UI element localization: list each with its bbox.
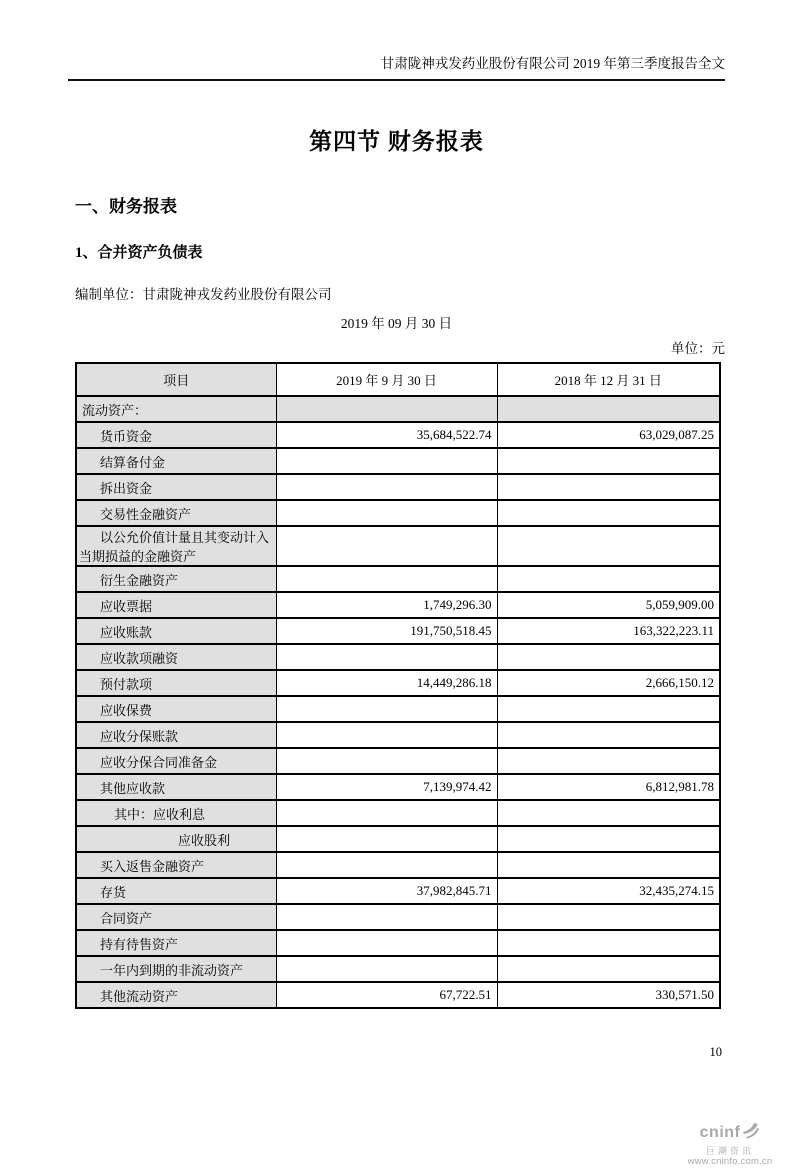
page-number: 10 <box>709 1045 722 1059</box>
table-row <box>76 748 720 774</box>
row-label: 以公允价值计量且其变动计入当期损益的金融资产 <box>76 526 276 566</box>
row-label: 其中：应收利息 <box>76 800 276 826</box>
value-prior-period <box>497 800 720 826</box>
value-current-period <box>276 696 497 722</box>
row-label: 拆出资金 <box>76 474 276 500</box>
value-prior-period: 32,435,274.15 <box>497 878 720 904</box>
row-label: 其他应收款 <box>76 774 276 800</box>
row-label: 持有待售资产 <box>76 930 276 956</box>
value-current-period <box>276 566 497 592</box>
table-row <box>76 500 720 526</box>
row-label: 买入返售金融资产 <box>76 852 276 878</box>
row-label: 交易性金融资产 <box>76 500 276 526</box>
row-label: 其他流动资产 <box>76 982 276 1008</box>
row-label: 合同资产 <box>76 904 276 930</box>
row-label: 货币资金 <box>76 422 276 448</box>
value-current-period: 67,722.51 <box>276 982 497 1008</box>
table-row <box>76 670 720 696</box>
row-label: 应收款项融资 <box>76 644 276 670</box>
value-current-period <box>276 930 497 956</box>
value-prior-period: 163,322,223.11 <box>497 618 720 644</box>
column-header-period-prior: 2018 年 12 月 31 日 <box>497 363 720 396</box>
value-prior-period <box>497 644 720 670</box>
value-current-period <box>276 474 497 500</box>
table-row <box>76 696 720 722</box>
row-label: 应收分保合同准备金 <box>76 748 276 774</box>
table-row <box>76 852 720 878</box>
value-current-period <box>276 526 497 566</box>
page-title: 第四节 财务报表 <box>309 129 484 154</box>
value-current-period: 191,750,518.45 <box>276 618 497 644</box>
column-header-period-current: 2019 年 9 月 30 日 <box>276 363 497 396</box>
table-row <box>76 982 720 1008</box>
value-current-period: 37,982,845.71 <box>276 878 497 904</box>
value-prior-period <box>497 852 720 878</box>
row-label: 应收票据 <box>76 592 276 618</box>
value-current-period: 7,139,974.42 <box>276 774 497 800</box>
value-current-period: 1,749,296.30 <box>276 592 497 618</box>
table-header-row <box>76 363 720 396</box>
value-prior-period <box>497 566 720 592</box>
value-current-period <box>276 826 497 852</box>
column-header-item: 项目 <box>76 363 276 396</box>
section-heading: 一、财务报表 <box>75 197 177 216</box>
value-prior-period <box>497 696 720 722</box>
table-row <box>76 422 720 448</box>
value-current-period <box>276 852 497 878</box>
value-prior-period <box>497 748 720 774</box>
table-row <box>76 930 720 956</box>
table-row <box>76 774 720 800</box>
balance-sheet-body <box>76 396 720 1008</box>
table-row <box>76 722 720 748</box>
row-label: 预付款项 <box>76 670 276 696</box>
balance-sheet-table <box>75 362 721 1009</box>
table-row <box>76 644 720 670</box>
value-prior-period <box>497 526 720 566</box>
value-current-period <box>276 500 497 526</box>
value-prior-period: 5,059,909.00 <box>497 592 720 618</box>
table-row <box>76 526 720 566</box>
document-header-text: 甘肃陇神戎发药业股份有限公司 2019 年第三季度报告全文 <box>380 56 725 71</box>
value-prior-period <box>497 448 720 474</box>
cninfo-watermark <box>671 1122 789 1168</box>
value-prior-period: 2,666,150.12 <box>497 670 720 696</box>
table-row <box>76 474 720 500</box>
value-prior-period: 63,029,087.25 <box>497 422 720 448</box>
table-row <box>76 396 720 422</box>
row-label: 流动资产： <box>76 396 276 422</box>
unit-label: 单位：元 <box>671 341 725 356</box>
cninfo-url: www.cninfo.com.cn <box>687 1156 773 1168</box>
value-current-period <box>276 956 497 982</box>
value-current-period <box>276 904 497 930</box>
value-prior-period <box>497 904 720 930</box>
value-current-period <box>276 644 497 670</box>
document-header <box>68 52 725 81</box>
row-label: 衍生金融资产 <box>76 566 276 592</box>
value-prior-period: 330,571.50 <box>497 982 720 1008</box>
cninfo-logo-swirl-icon <box>742 1122 760 1144</box>
value-prior-period <box>497 826 720 852</box>
table-row <box>76 566 720 592</box>
value-prior-period <box>497 930 720 956</box>
value-current-period: 35,684,522.74 <box>276 422 497 448</box>
table-row <box>76 878 720 904</box>
value-current-period: 14,449,286.18 <box>276 670 497 696</box>
prepared-by-line: 编制单位：甘肃陇神戎发药业股份有限公司 <box>75 287 332 302</box>
row-label: 应收股利 <box>76 826 276 852</box>
value-current-period <box>276 396 497 422</box>
value-current-period <box>276 448 497 474</box>
table-row <box>76 618 720 644</box>
value-current-period <box>276 800 497 826</box>
row-label: 结算备付金 <box>76 448 276 474</box>
cninfo-logo-text: cninf <box>699 1124 741 1142</box>
value-prior-period <box>497 722 720 748</box>
value-prior-period <box>497 396 720 422</box>
value-current-period <box>276 722 497 748</box>
row-label: 存货 <box>76 878 276 904</box>
statement-date: 2019 年 09 月 30 日 <box>340 316 453 331</box>
subsection-heading: 1、合并资产负债表 <box>75 245 203 261</box>
cninfo-cn-name: 巨潮资讯 <box>705 1145 754 1156</box>
value-current-period <box>276 748 497 774</box>
value-prior-period <box>497 956 720 982</box>
row-label: 应收分保账款 <box>76 722 276 748</box>
value-prior-period <box>497 474 720 500</box>
table-row <box>76 904 720 930</box>
value-prior-period: 6,812,981.78 <box>497 774 720 800</box>
report-page <box>0 52 793 1060</box>
table-row <box>76 592 720 618</box>
table-row <box>76 800 720 826</box>
table-row <box>76 826 720 852</box>
table-row <box>76 956 720 982</box>
table-row <box>76 448 720 474</box>
row-label: 应收账款 <box>76 618 276 644</box>
value-prior-period <box>497 500 720 526</box>
row-label: 应收保费 <box>76 696 276 722</box>
row-label: 一年内到期的非流动资产 <box>76 956 276 982</box>
